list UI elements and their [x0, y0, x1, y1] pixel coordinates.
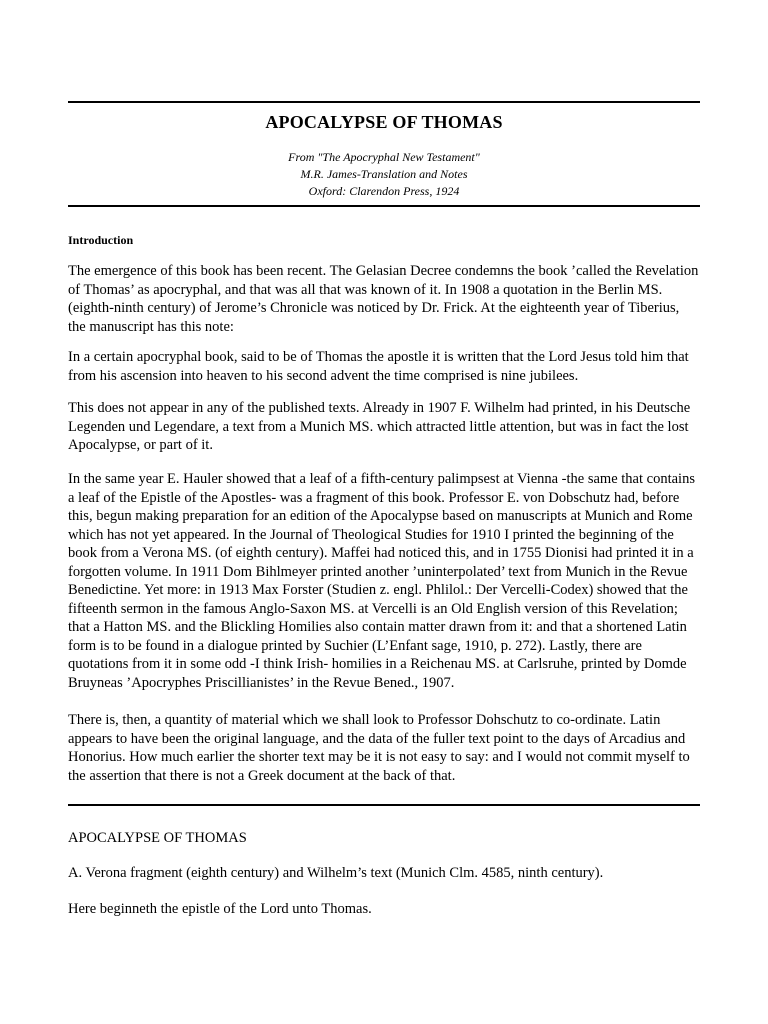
source-line: From "The Apocryphal New Testament" [288, 150, 480, 164]
source-line: M.R. James-Translation and Notes [300, 167, 468, 181]
section-title: APOCALYPSE OF THOMAS [68, 830, 247, 846]
source-line: Oxford: Clarendon Press, 1924 [308, 184, 460, 198]
section-divider [68, 804, 700, 806]
top-divider [68, 101, 700, 103]
intro-paragraph: In a certain apocryphal book, said to be of Thomas the apostle it is written that the Lord Jesus told him that from his ascension into heaven to his second advent the time comprised is nine jubilees. [68, 349, 689, 384]
document-title: APOCALYPSE OF THOMAS [265, 112, 503, 132]
intro-paragraph: In the same year E. Hauler showed that a leaf of a fifth-century palimpsest at Vienna -the same that contains a leaf of the Epistle of the Apostles- was a fragment of this book. Professor E. von Dobschutz had, before this, begun making preparation for an edition of the Apocalypse based on manuscripts at Munich and Rome which has not yet appeared. In the Journal of Theological Studies for 1910 I printed the beginning of the book from a Verona MS. (of eighth century). Maffei had noticed this, and in 1755 Dionisi had printed it in a forgotten volume. In 1911 Dom Bihlmeyer printed another ’uninterpolated’ text from Munich in the Revue Benedictine. Yet more: in 1913 Max Forster (Studien z. engl. Phlilol.: Der Vercelli-Codex) showed that the fifteenth sermon in the famous Anglo-Saxon MS. at Vercelli is an Old English version of this Revelation; that a Hatton MS. and the Blickling Homilies also contain matter drawn from it: and that a shortened Latin form is to be found in a dialogue printed by Suchier (L’Enfant sage, 1910, p. 272). Lastly, there are quotations from it in some odd -I think Irish- homilies in a Reichenau MS. at Carlsruhe, printed by Domde Bruyneas ’Apocryphes Priscillianistes’ in the Revue Bened., 1907. [68, 471, 695, 691]
header-divider [68, 205, 700, 207]
intro-paragraph: The emergence of this book has been recent. The Gelasian Decree condemns the book ’called the Revelation of Thomas’ as apocryphal, and that was all that was known of it. In 1908 a quotation in the Berlin MS. (eighth-ninth century) of Jerome’s Chronicle was noticed by Dr. Frick. At the eighteenth year of Tiberius, the manuscript has this note: [68, 263, 699, 335]
intro-paragraph: There is, then, a quantity of material which we shall look to Professor Dohschutz to co-ordinate. Latin appears to have been the original language, and the data of the fuller text point to the days of Arcadius and Honorius. How much earlier the shorter text may be it is not easy to say: and I would not commit myself to the assertion that there is not a Greek document at the back of that. [68, 712, 690, 784]
source-citation [68, 149, 700, 200]
section-line: Here beginneth the epistle of the Lord unto Thomas. [68, 901, 372, 917]
intro-paragraph: This does not appear in any of the published texts. Already in 1907 F. Wilhelm had printed, in his Deutsche Legenden und Legendare, a text from a Munich MS. which attracted little attention, but was in fact the lost Apocalypse, or part of it. [68, 400, 691, 453]
introduction-heading: Introduction [68, 233, 134, 247]
section-line: A. Verona fragment (eighth century) and Wilhelm’s text (Munich Clm. 4585, ninth century). [68, 865, 604, 881]
